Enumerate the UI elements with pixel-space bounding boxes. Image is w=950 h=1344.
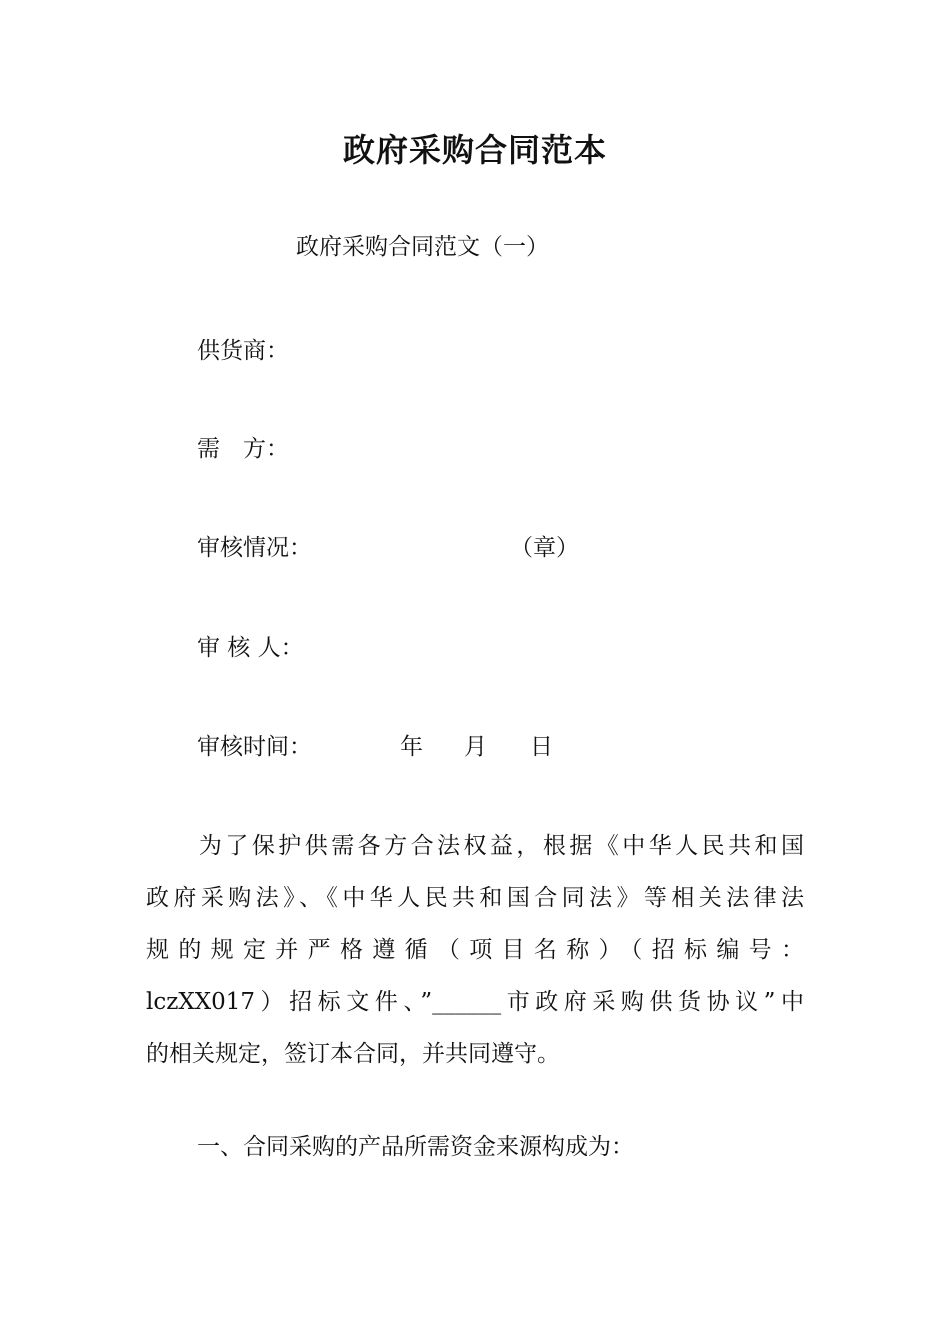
section-1-heading: 一、合同采购的产品所需资金来源构成为： <box>197 1134 634 1160</box>
paragraph-line: 为了保护供需各方合法权益，根据《中华人民共和国 <box>146 833 804 859</box>
paragraph-line: 的相关规定，签订本合同，并共同遵守。 <box>146 1041 560 1067</box>
review-time-field <box>197 730 312 764</box>
supplier-label: 供货商： <box>197 338 289 364</box>
reviewer-field <box>197 631 304 665</box>
demander-field <box>197 432 289 466</box>
demander-label: 需 方： <box>197 436 289 462</box>
preamble-paragraph <box>146 829 804 1089</box>
supplier-field <box>197 334 289 368</box>
review-time-label: 审核时间： <box>197 734 312 760</box>
day-unit: 日 <box>530 734 553 760</box>
year-unit: 年 <box>400 734 423 760</box>
paragraph-line: 规的规定并严格遵循（项目名称）（招标编号： <box>146 937 804 963</box>
paragraph-line: 政府采购法》、《中华人民共和国合同法》等相关法律法 <box>146 885 804 911</box>
paragraph-line: lczXX017）招标文件、”______市政府采购供货协议”中 <box>146 989 804 1015</box>
document-subtitle: 政府采购合同范文（一） <box>296 234 549 260</box>
review-status-field <box>197 531 312 565</box>
reviewer-label: 审 核 人： <box>197 635 304 661</box>
review-status-label: 审核情况： <box>197 535 312 561</box>
seal-placeholder: （章） <box>510 535 579 561</box>
month-unit: 月 <box>464 734 487 760</box>
document-title: 政府采购合同范本 <box>342 131 607 169</box>
